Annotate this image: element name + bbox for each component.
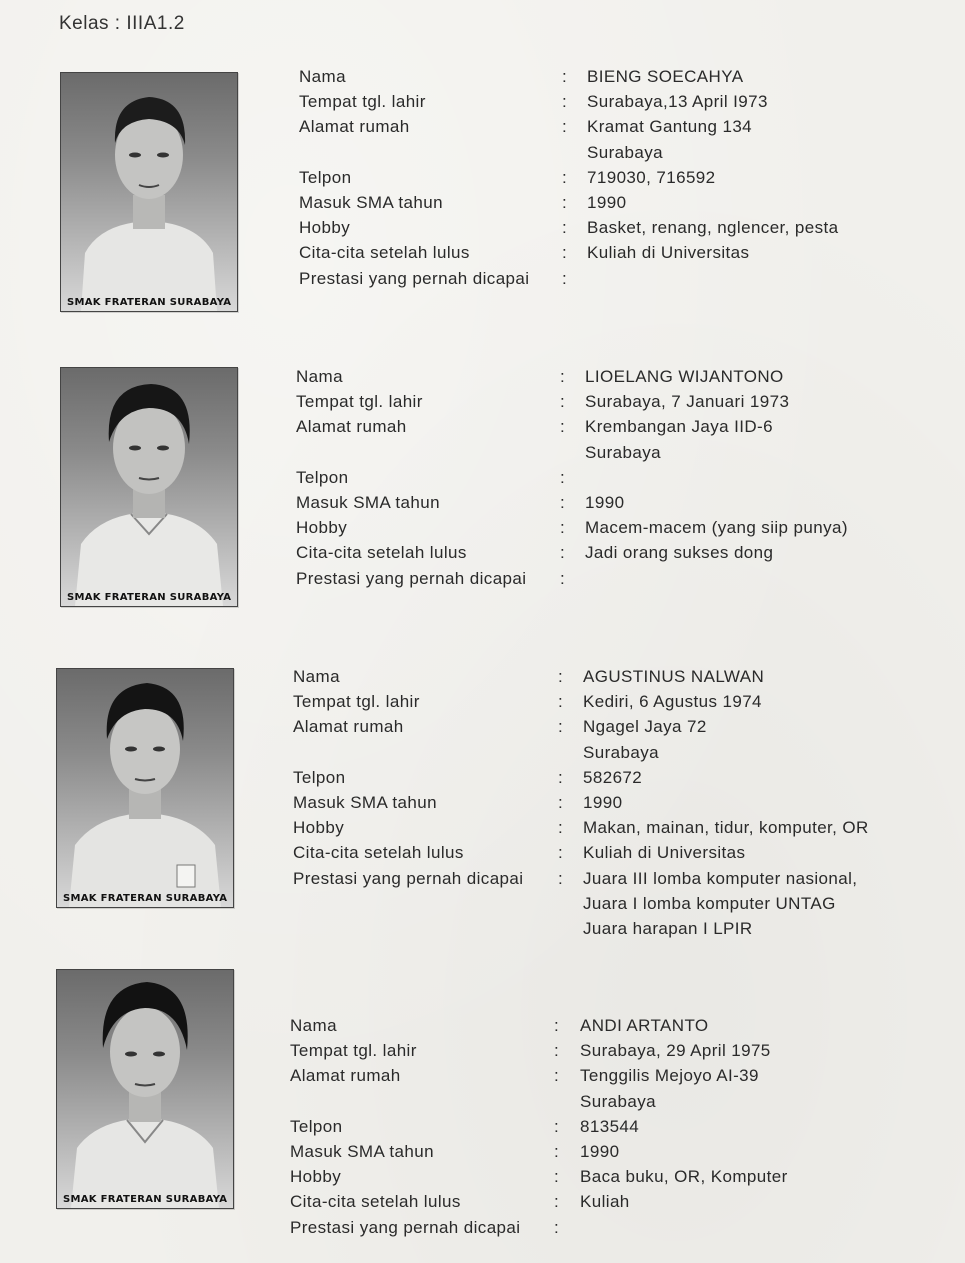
colon: : (558, 717, 564, 737)
label-telpon: Telpon (299, 167, 352, 187)
label-cita: Cita-cita setelah lulus (296, 543, 467, 563)
label-ttl: Tempat tgl. lahir (293, 692, 420, 712)
colon: : (562, 218, 568, 238)
colon: : (562, 268, 568, 288)
field-colons (560, 364, 565, 591)
portrait-image (61, 73, 237, 311)
value-alamat-line-1: Krembangan Jaya IID-6 (585, 417, 773, 437)
value-masuk: 1990 (585, 492, 625, 512)
value-cita: Kuliah (580, 1192, 630, 1212)
label-cita: Cita-cita setelah lulus (293, 843, 464, 863)
label-cita: Cita-cita setelah lulus (299, 243, 470, 263)
label-masuk: Masuk SMA tahun (299, 192, 443, 212)
field-values (585, 364, 848, 591)
value-telpon: 813544 (580, 1116, 640, 1136)
value-nama: ANDI ARTANTO (580, 1016, 709, 1035)
colon: : (560, 492, 566, 512)
value-ttl: Surabaya,13 April I973 (587, 92, 768, 112)
student-photo (56, 668, 234, 908)
label-nama: Nama (293, 667, 340, 686)
field-labels (290, 1013, 520, 1240)
colon: : (558, 792, 564, 812)
label-alamat: Alamat rumah (290, 1066, 401, 1086)
colon: : (554, 1192, 560, 1212)
field-labels (296, 364, 526, 591)
field-labels (299, 64, 529, 291)
field-values (580, 1013, 788, 1240)
label-prestasi: Prestasi yang pernah dicapai (293, 868, 524, 888)
colon: : (554, 1041, 560, 1061)
value-alamat-line-1: Tenggilis Mejoyo AI-39 (580, 1066, 759, 1086)
colon: : (558, 818, 564, 838)
value-ttl: Kediri, 6 Agustus 1974 (583, 692, 762, 712)
label-prestasi: Prestasi yang pernah dicapai (296, 568, 527, 588)
label-nama: Nama (296, 367, 343, 386)
colon: : (558, 843, 564, 863)
colon: : (558, 767, 564, 787)
portrait-image (57, 970, 233, 1208)
colon: : (560, 467, 566, 487)
student-photo (60, 367, 238, 607)
label-alamat: Alamat rumah (296, 417, 407, 437)
field-values (583, 664, 869, 941)
value-hobby: Baca buku, OR, Komputer (580, 1167, 788, 1187)
value-alamat-line-1: Ngagel Jaya 72 (583, 717, 707, 737)
label-nama: Nama (299, 67, 346, 86)
label-prestasi: Prestasi yang pernah dicapai (290, 1217, 521, 1237)
value-cita: Jadi orang sukses dong (585, 543, 774, 563)
field-labels (293, 664, 523, 891)
label-ttl: Tempat tgl. lahir (296, 392, 423, 412)
colon: : (560, 568, 566, 588)
value-ttl: Surabaya, 7 Januari 1973 (585, 392, 790, 412)
value-telpon: 719030, 716592 (587, 167, 716, 187)
colon: : (560, 543, 566, 563)
label-hobby: Hobby (299, 218, 351, 238)
value-cita: Kuliah di Universitas (587, 243, 750, 263)
colon: : (560, 417, 566, 437)
value-telpon (585, 465, 848, 490)
label-hobby: Hobby (290, 1167, 342, 1187)
value-nama: BIENG SOECAHYA (587, 67, 744, 86)
value-hobby: Basket, renang, nglencer, pesta (587, 218, 839, 238)
label-telpon: Telpon (293, 767, 346, 787)
portrait-image (61, 368, 237, 606)
value-ttl: Surabaya, 29 April 1975 (580, 1041, 771, 1061)
value-masuk: 1990 (580, 1141, 620, 1161)
class-header (59, 13, 185, 35)
label-telpon: Telpon (290, 1116, 343, 1136)
colon: : (554, 1016, 560, 1035)
colon: : (554, 1116, 560, 1136)
value-nama: LIOELANG WIJANTONO (585, 367, 784, 386)
value-alamat-line-2: Surabaya (580, 1091, 656, 1111)
value-prestasi-line-1: Juara III lomba komputer nasional, (583, 868, 858, 888)
value-telpon: 582672 (583, 767, 643, 787)
photo-stamp: SMAK FRATERAN SURABAYA (63, 1194, 228, 1205)
value-masuk: 1990 (587, 192, 627, 212)
label-cita: Cita-cita setelah lulus (290, 1192, 461, 1212)
colon: : (560, 518, 566, 538)
label-ttl: Tempat tgl. lahir (290, 1041, 417, 1061)
label-masuk: Masuk SMA tahun (290, 1141, 434, 1161)
colon: : (562, 192, 568, 212)
colon: : (562, 167, 568, 187)
field-colons (554, 1013, 559, 1240)
colon: : (558, 868, 564, 888)
label-prestasi: Prestasi yang pernah dicapai (299, 268, 530, 288)
label-masuk: Masuk SMA tahun (296, 492, 440, 512)
value-masuk: 1990 (583, 792, 623, 812)
label-telpon: Telpon (296, 467, 349, 487)
colon: : (554, 1167, 560, 1187)
value-alamat-line-2: Surabaya (585, 442, 661, 462)
label-hobby: Hobby (293, 818, 345, 838)
colon: : (554, 1066, 560, 1086)
colon: : (554, 1141, 560, 1161)
class-value: IIIA1.2 (126, 13, 185, 34)
label-alamat: Alamat rumah (293, 717, 404, 737)
colon: : (560, 367, 566, 386)
value-hobby: Makan, mainan, tidur, komputer, OR (583, 818, 869, 838)
field-colons (558, 664, 563, 891)
label-nama: Nama (290, 1016, 337, 1035)
value-prestasi (585, 566, 848, 591)
value-prestasi-line-3: Juara harapan I LPIR (583, 918, 753, 938)
value-alamat-line-2: Surabaya (587, 142, 663, 162)
colon: : (554, 1217, 560, 1237)
photo-stamp: SMAK FRATERAN SURABAYA (67, 297, 232, 308)
colon: : (562, 67, 568, 86)
field-colons (562, 64, 567, 291)
value-nama: AGUSTINUS NALWAN (583, 667, 765, 686)
photo-stamp: SMAK FRATERAN SURABAYA (63, 893, 228, 904)
student-photo (60, 72, 238, 312)
colon: : (558, 667, 564, 686)
student-photo (56, 969, 234, 1209)
label-masuk: Masuk SMA tahun (293, 792, 437, 812)
portrait-image (57, 669, 233, 907)
photo-stamp: SMAK FRATERAN SURABAYA (67, 592, 232, 603)
colon: : (558, 692, 564, 712)
colon: : (562, 117, 568, 137)
colon: : (560, 392, 566, 412)
label-hobby: Hobby (296, 518, 348, 538)
value-hobby: Macem-macem (yang siip punya) (585, 518, 848, 538)
colon: : (562, 92, 568, 112)
class-label: Kelas : (59, 13, 121, 34)
value-prestasi-line-2: Juara I lomba komputer UNTAG (583, 893, 836, 913)
value-alamat-line-1: Kramat Gantung 134 (587, 117, 753, 137)
value-cita: Kuliah di Universitas (583, 843, 746, 863)
value-alamat-line-2: Surabaya (583, 742, 659, 762)
field-values (587, 64, 839, 291)
label-alamat: Alamat rumah (299, 117, 410, 137)
colon: : (562, 243, 568, 263)
value-prestasi (580, 1215, 788, 1240)
label-ttl: Tempat tgl. lahir (299, 92, 426, 112)
value-prestasi (587, 266, 839, 291)
